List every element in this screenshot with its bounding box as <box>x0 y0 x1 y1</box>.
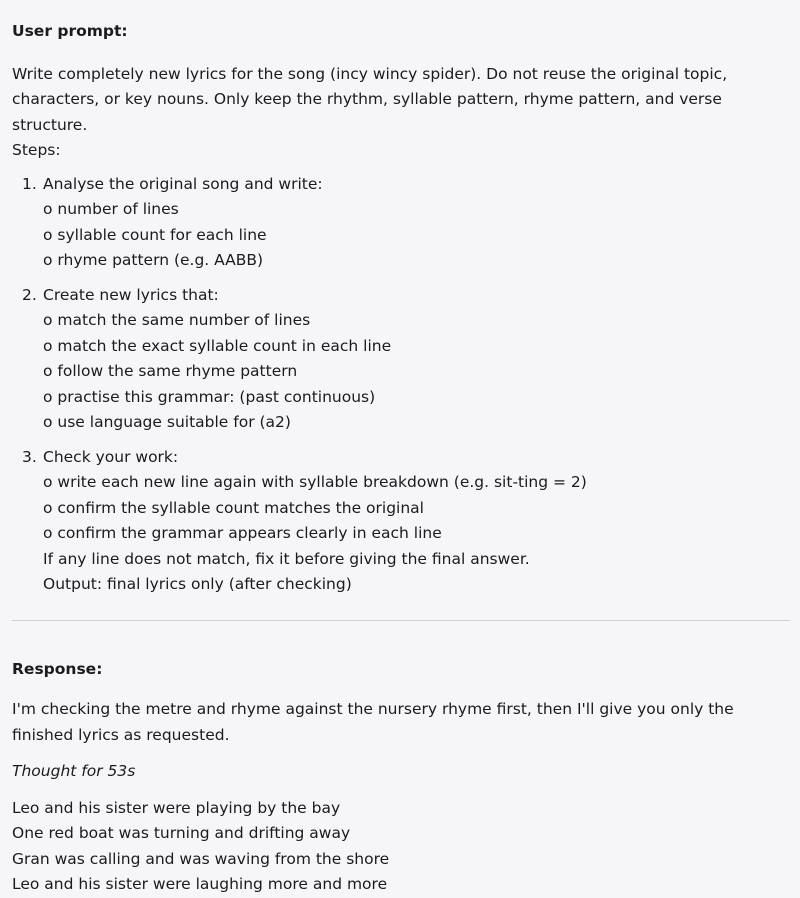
step-title: Create new lyrics that: <box>43 285 219 304</box>
lyrics-block <box>12 796 788 898</box>
step-item: o write each new line again with syllable breakdown (e.g. sit-ting = 2) <box>43 473 587 491</box>
user-prompt-section <box>12 19 788 598</box>
lyric-line: Leo and his sister were laughing more and more <box>12 875 388 893</box>
section-divider <box>12 620 790 621</box>
prompt-intro: Write completely new lyrics for the song (incy wincy spider). Do not reuse the original topic, characters, or key nouns. Only keep the rhythm, syllable pattern, rhyme pattern, and verse structure. <box>12 64 728 134</box>
step-2 <box>12 283 788 436</box>
step-item: Output: final lyrics only (after checking) <box>43 575 352 593</box>
step-item: If any line does not match, fix it before giving the final answer. <box>43 549 530 568</box>
response-section <box>12 657 788 898</box>
response-heading: Response: <box>12 659 103 678</box>
step-item: o use language suitable for (a2) <box>43 413 291 431</box>
step-title: Analyse the original song and write: <box>43 174 323 193</box>
response-intro: I'm checking the metre and rhyme against the nursery rhyme first, then I'll give you only the finished lyrics as requested. <box>12 700 734 744</box>
lyric-line: Leo and his sister were playing by the bay <box>12 798 341 817</box>
step-item: o rhyme pattern (e.g. AABB) <box>43 251 264 269</box>
step-item: o match the same number of lines <box>43 311 311 329</box>
step-item: o follow the same rhyme pattern <box>43 362 298 380</box>
step-item: o confirm the syllable count matches the original <box>43 498 424 517</box>
steps-list <box>12 172 788 598</box>
steps-label: Steps: <box>12 141 61 159</box>
step-number: 1. <box>22 174 37 193</box>
step-number: 2. <box>22 285 37 304</box>
step-item: o syllable count for each line <box>43 225 267 244</box>
lyric-line: One red boat was turning and drifting away <box>12 824 351 842</box>
step-item: o confirm the grammar appears clearly in each line <box>43 524 442 542</box>
thought-duration[interactable]: Thought for 53s <box>12 762 136 780</box>
step-3 <box>12 445 788 598</box>
step-item: o match the exact syllable count in each line <box>43 336 392 355</box>
step-item: o number of lines <box>43 200 179 218</box>
step-1 <box>12 172 788 274</box>
user-prompt-heading: User prompt: <box>12 22 128 40</box>
step-title: Check your work: <box>43 447 179 466</box>
step-number: 3. <box>22 447 37 466</box>
lyric-line: Gran was calling and was waving from the shore <box>12 849 390 868</box>
step-item: o practise this grammar: (past continuous) <box>43 387 376 406</box>
